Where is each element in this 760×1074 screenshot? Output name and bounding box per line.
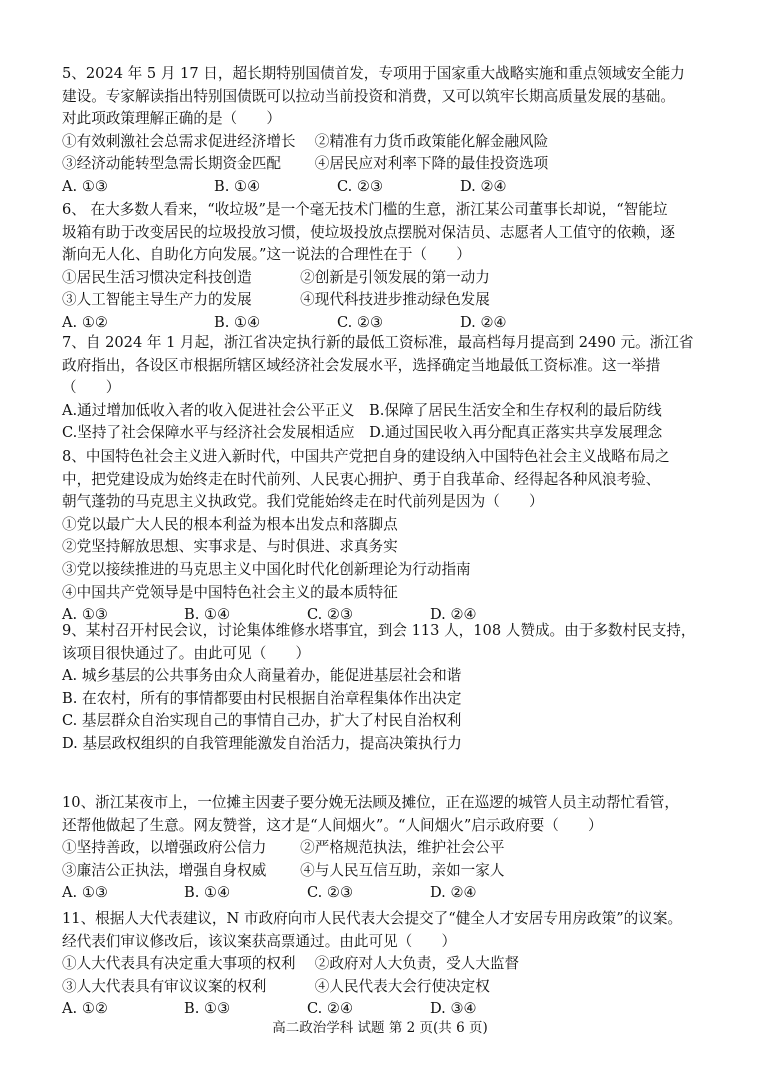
answer-option-line: ③经济动能转型急需长期资金匹配 ④居民应对利率下降的最佳投资选项 [62, 155, 549, 173]
question-stem-line: 渐向无人化、自助化方向发展。”这一说法的合理性在于（ ） [62, 246, 471, 264]
answer-option-line: ③廉洁公正执法，增强自身权威 ④与人民互信互助，亲如一家人 [62, 861, 505, 879]
answer-option-line: ③人工智能主导生产力的发展 ④现代科技进步推动绿色发展 [62, 291, 490, 309]
question-stem-line: 建设。专家解读指出特别国债既可以拉动当前投资和消费，又可以筑牢长期高质量发展的基础。 [62, 87, 675, 105]
choice-a[interactable]: A. ①② [62, 1000, 108, 1018]
choice-b[interactable]: B. ①③ [184, 1000, 231, 1018]
question-stem-line: 圾箱有助于改变居民的垃圾投放习惯，使垃圾投放点摆脱对保洁员、志愿者人工值守的依赖，逐 [62, 223, 675, 241]
answer-option-line: B. 在农村，所有的事情都要由村民根据自治章程集体作出决定 [62, 689, 462, 707]
choice-a[interactable]: A. ①③ [62, 606, 108, 624]
answer-option-line: D. 基层政权组织的自我管理能激发自治活力，提高决策执行力 [62, 735, 462, 752]
answer-option-line: C.坚持了社会保障水平与经济社会发展相适应 D.通过国民收入再分配真正落实共享发展理念 [62, 424, 663, 442]
answer-option-line: ②党坚持解放思想、实事求是、与时俱进、求真务实 [62, 538, 398, 556]
choice-d[interactable]: D. ③④ [430, 1000, 477, 1018]
choice-c[interactable]: C. ②④ [307, 1000, 354, 1018]
choice-row [62, 177, 702, 197]
choice-b[interactable]: B. ①④ [184, 606, 231, 624]
question-stem-line: 该项目很快通过了。由此可见（ ） [62, 644, 311, 662]
question-stem-line: 5、2024 年 5 月 17 日，超长期特别国债首发，专项用于国家重大战略实施和重点领域安全能力 [62, 65, 685, 82]
answer-option-line: ①党以最广大人民的根本利益为根本出发点和落脚点 [62, 515, 398, 533]
choice-d[interactable]: D. ②④ [460, 178, 507, 195]
answer-option-line: ①居民生活习惯决定科技创造 ②创新是引领发展的第一动力 [62, 268, 490, 286]
choice-b[interactable]: B. ①④ [214, 314, 261, 331]
page-footer: 高二政治学科 试题 第 2 页(共 6 页) [272, 1020, 488, 1036]
answer-option-line: A. 城乡基层的公共事务由众人商量着办，能促进基层社会和谐 [62, 667, 462, 685]
question-stem-line: 朝气蓬勃的马克思主义执政党。我们党能始终走在时代前列是因为（ ） [62, 493, 544, 511]
question-stem-line: 10、浙江某夜市上，一位摊主因妻子要分娩无法顾及摊位，正在巡逻的城管人员主动帮忙看管， [62, 794, 679, 811]
question-stem-line: 经代表们审议修改后，该议案获高票通过。由此可见（ ） [62, 932, 457, 950]
choice-d[interactable]: D. ②④ [460, 314, 507, 331]
answer-option-line: ①坚持善政，以增强政府公信力 ②严格规范执法，维护社会公平 [62, 839, 505, 857]
question-stem-line: 8、中国特色社会主义进入新时代，中国共产党把自身的建设纳入中国特色社会主义战略布局之 [62, 448, 670, 465]
answer-option-line: ④中国共产党领导是中国特色社会主义的最本质特征 [62, 583, 398, 601]
answer-option-line: A.通过增加低收入者的收入促进社会公平正义 B.保障了居民生活安全和生存权利的最后防线 [62, 401, 662, 419]
choice-row [62, 883, 702, 903]
answer-option-line: ①人大代表具有决定重大事项的权利 ②政府对人大负责，受人大监督 [62, 955, 520, 973]
answer-option-line: ③党以接续推进的马克思主义中国化时代化创新理论为行动指南 [62, 561, 471, 578]
answer-option-line: C. 基层群众自治实现自己的事情自己办，扩大了村民自治权利 [62, 712, 462, 730]
choice-c[interactable]: C. ②③ [337, 314, 384, 331]
choice-a[interactable]: A. ①③ [62, 178, 108, 195]
question-stem-line: 政府指出，各设区市根据所辖区域经济社会发展水平，选择确定当地最低工资标准。这一举措 [62, 356, 661, 374]
question-stem-line: （ ） [62, 379, 121, 397]
choice-row [62, 999, 702, 1019]
question-stem-line: 11、根据人大代表建议，N 市政府向市人民代表大会提交了“健全人才安居专用房政策”的议案。 [62, 910, 683, 927]
choice-d[interactable]: D. ②④ [430, 884, 477, 902]
question-stem-line: 7、自 2024 年 1 月起，浙江省决定执行新的最低工资标准，最高档每月提高到 2490 元。浙江省 [62, 334, 694, 351]
choice-c[interactable]: C. ②③ [307, 884, 354, 902]
choice-c[interactable]: C. ②③ [307, 606, 354, 624]
question-stem-line: 还帮他做起了生意。网友赞誉，这才是“人间烟火”。“人间烟火”启示政府要（ ） [62, 816, 603, 834]
answer-option-line: ①有效刺激社会总需求促进经济增长 ②精准有力货币政策能化解金融风险 [62, 132, 549, 150]
choice-d[interactable]: D. ②④ [430, 606, 477, 624]
choice-row [62, 313, 702, 333]
answer-option-line: ③人大代表具有审议议案的权利 ④人民代表大会行使决定权 [62, 977, 490, 995]
question-stem-line: 对此项政策理解正确的是（ ） [62, 110, 281, 128]
question-stem-line: 6、 在大多数人看来，“收垃圾”是一个毫无技术门槛的生意，浙江某公司董事长却说，“智能垃 [62, 201, 668, 218]
choice-a[interactable]: A. ①③ [62, 884, 108, 902]
choice-c[interactable]: C. ②③ [337, 178, 384, 195]
question-stem-line: 9、某村召开村民会议，讨论集体维修水塔事宜，到会 113 人，108 人赞成。由于多数村民支持， [62, 622, 696, 639]
choice-b[interactable]: B. ①④ [214, 178, 261, 195]
question-stem-line: 中，把党建设成为始终走在时代前列、人民衷心拥护、勇于自我革命、经得起各种风浪考验、 [62, 470, 661, 488]
choice-a[interactable]: A. ①② [62, 314, 108, 331]
choice-b[interactable]: B. ①④ [184, 884, 231, 902]
